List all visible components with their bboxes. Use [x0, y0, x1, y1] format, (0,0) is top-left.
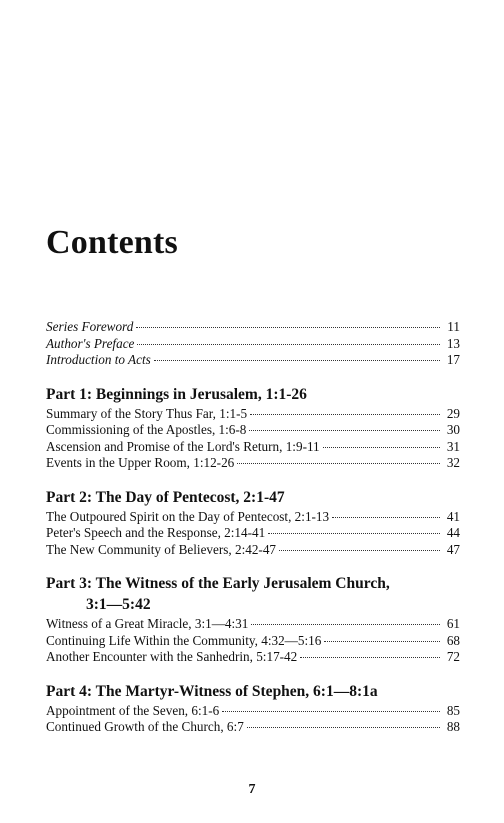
toc-entry[interactable]	[46, 703, 460, 720]
toc-entry-page: 72	[446, 649, 460, 664]
dot-leader	[251, 624, 440, 625]
toc-entry-label: Series Foreword	[46, 319, 134, 334]
toc-entry[interactable]	[46, 439, 460, 456]
part-3-section	[46, 574, 460, 666]
toc-entry-page: 31	[446, 438, 460, 454]
toc-entry-introduction-to-acts[interactable]	[46, 352, 460, 369]
dot-leader	[250, 414, 440, 415]
toc-entry-page: 30	[446, 422, 460, 437]
toc-entry-label: Introduction to Acts	[46, 352, 151, 367]
part-heading-continuation: 3:1—5:42	[86, 596, 151, 613]
part-2-section	[46, 488, 460, 559]
part-1-heading[interactable]	[46, 385, 460, 404]
dot-leader	[136, 327, 440, 328]
toc-entry[interactable]	[46, 719, 460, 736]
toc-entry-page: 61	[446, 616, 460, 631]
toc-entry[interactable]	[46, 455, 460, 472]
toc-entry-page: 29	[446, 405, 460, 421]
toc-entry-label: The Outpoured Spirit on the Day of Pentecost, 2:1-13	[46, 508, 330, 524]
toc-entry-page: 88	[446, 719, 460, 734]
dot-leader	[300, 657, 440, 658]
toc-entry-page: 44	[446, 525, 460, 540]
dot-leader	[154, 360, 440, 361]
toc-entry[interactable]	[46, 406, 460, 423]
toc-entry-label: Commissioning of the Apostles, 1:6-8	[46, 422, 247, 437]
toc-entry-label: Continuing Life Within the Community, 4:32—5:16	[46, 632, 322, 648]
part-heading-text: Part 1: Beginnings in Jerusalem, 1:1-26	[46, 385, 307, 403]
toc-entry[interactable]	[46, 542, 460, 559]
toc-entry-page: 68	[446, 632, 460, 648]
dot-leader	[324, 641, 440, 642]
toc-entry-series-foreword[interactable]	[46, 319, 460, 336]
toc-entry-label: Author's Preface	[46, 335, 135, 351]
toc-entry[interactable]	[46, 509, 460, 526]
toc-entry-page: 47	[446, 541, 460, 557]
toc-entry-page: 13	[446, 335, 460, 351]
dot-leader	[268, 533, 440, 534]
part-heading-text: Part 2: The Day of Pentecost, 2:1-47	[46, 488, 285, 506]
toc-entry-label: Ascension and Promise of the Lord's Return, 1:9-11	[46, 438, 320, 454]
toc-entry-label: Events in the Upper Room, 1:12-26	[46, 455, 235, 470]
part-2-heading[interactable]	[46, 488, 460, 507]
dot-leader	[279, 550, 440, 551]
dot-leader	[137, 344, 440, 345]
toc-entry[interactable]	[46, 422, 460, 439]
part-4-heading[interactable]	[46, 682, 460, 701]
dot-leader	[222, 711, 440, 712]
page-number: 7	[248, 782, 256, 797]
dot-leader	[332, 517, 440, 518]
dot-leader	[249, 430, 440, 431]
page-title: Contents	[46, 224, 178, 261]
toc-entry-page: 41	[446, 508, 460, 524]
toc-entry-page: 32	[446, 455, 460, 470]
front-matter-list	[46, 319, 460, 369]
toc-entry[interactable]	[46, 525, 460, 542]
part-heading-text: Part 4: The Martyr-Witness of Stephen, 6:1—8:1a	[46, 682, 378, 700]
toc-entry-page: 85	[446, 702, 460, 718]
part-3-heading[interactable]	[46, 574, 460, 614]
toc-entry-page: 17	[446, 352, 460, 367]
toc-entry-label: The New Community of Believers, 2:42-47	[46, 541, 277, 557]
toc-entry-authors-preface[interactable]	[46, 336, 460, 353]
toc-entry-label: Witness of a Great Miracle, 3:1—4:31	[46, 616, 249, 631]
toc-entry-label: Peter's Speech and the Response, 2:14-41	[46, 525, 266, 540]
toc-entry-label: Continued Growth of the Church, 6:7	[46, 719, 244, 734]
toc-entry-label: Appointment of the Seven, 6:1-6	[46, 702, 220, 718]
part-1-section	[46, 385, 460, 472]
toc-entry-label: Another Encounter with the Sanhedrin, 5:17-42	[46, 649, 298, 664]
toc-entry[interactable]	[46, 633, 460, 650]
dot-leader	[237, 463, 440, 464]
table-of-contents	[46, 319, 460, 736]
toc-entry[interactable]	[46, 616, 460, 633]
part-heading-text: Part 3: The Witness of the Early Jerusalem Church,	[46, 575, 390, 592]
part-4-section	[46, 682, 460, 736]
dot-leader	[323, 447, 440, 448]
toc-entry[interactable]	[46, 649, 460, 666]
dot-leader	[247, 727, 440, 728]
toc-entry-page: 11	[447, 319, 460, 334]
toc-entry-label: Summary of the Story Thus Far, 1:1-5	[46, 405, 248, 421]
